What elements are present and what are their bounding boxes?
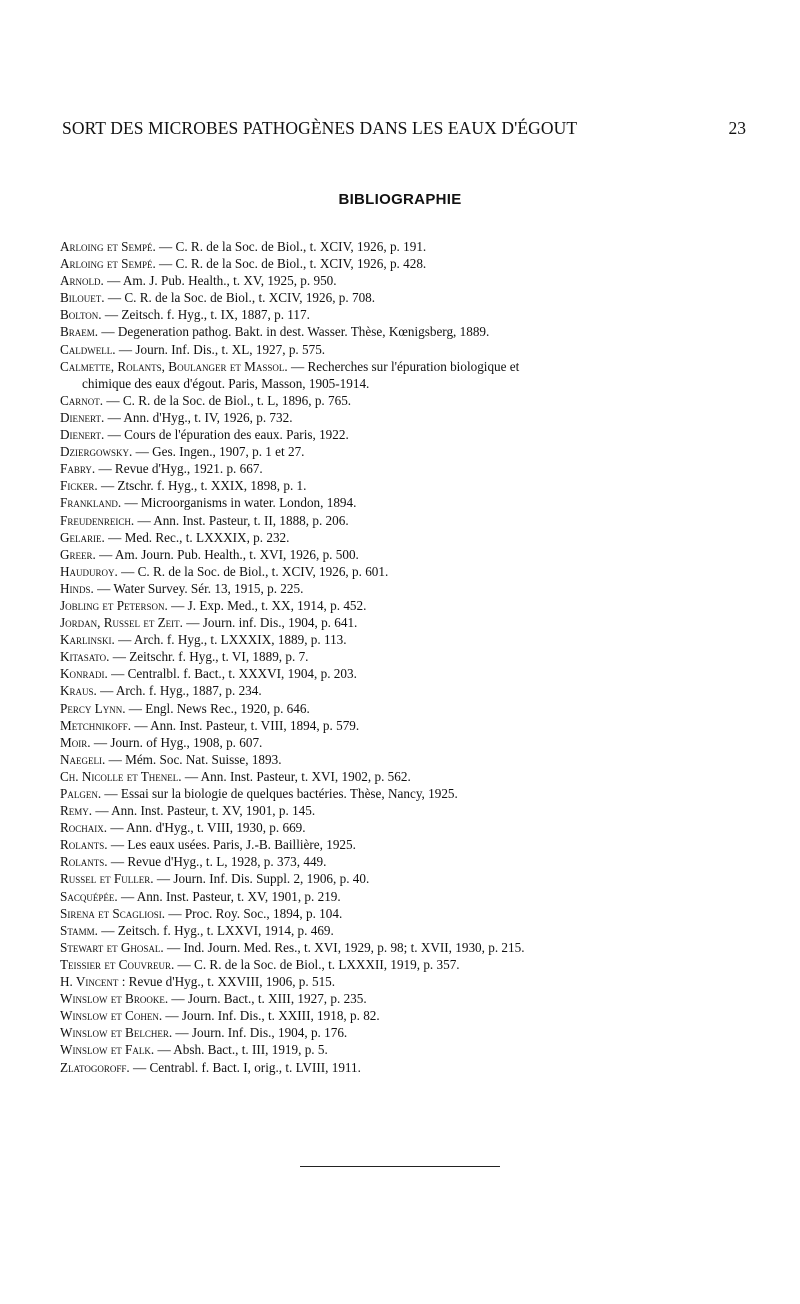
bibliography-entry	[60, 853, 776, 870]
entry-author: Rolants.	[60, 837, 108, 853]
bibliography-entry	[60, 597, 776, 614]
entry-author: Russel et Fuller.	[60, 871, 154, 887]
entry-author: Greer.	[60, 546, 96, 562]
entry-author: Calmette, Rolants, Boulanger et Massol.	[60, 358, 288, 374]
entry-citation: — Zeitschr. f. Hyg., t. VI, 1889, p. 7.	[109, 649, 309, 665]
bibliography-entry	[60, 512, 776, 529]
entry-author: Fabry.	[60, 461, 96, 477]
bibliography-entry	[60, 939, 776, 956]
entry-author: Arloing et Sempé.	[60, 239, 156, 254]
bibliography-entry	[60, 323, 776, 340]
entry-citation: — Ann. Inst. Pasteur, t. XV, 1901, p. 219.	[117, 888, 341, 904]
entry-author: Gelarie.	[60, 529, 105, 545]
bibliography-entry	[60, 426, 776, 443]
bibliography-entry	[60, 1007, 776, 1024]
entry-author: Caldwell.	[60, 341, 116, 357]
entry-citation: — Arch. f. Hyg., 1887, p. 234.	[96, 683, 262, 699]
entry-citation: — Ann. Inst. Pasteur, t. VIII, 1894, p. 579.	[131, 717, 360, 733]
entry-author: Percy Lynn.	[60, 700, 126, 716]
bibliography-entry	[60, 700, 776, 717]
entry-citation: — C. R. de la Soc. de Biol., t. LXXXII, 1919, p. 357.	[174, 956, 460, 972]
entry-citation: : Revue d'Hyg., t. XXVIII, 1906, p. 515.	[118, 974, 336, 990]
entry-citation: — Journ. Inf. Dis., t. XL, 1927, p. 575.	[115, 341, 326, 357]
entry-citation: — Ind. Journ. Med. Res., t. XVI, 1929, p. 98; t. XVII, 1930, p. 215.	[163, 939, 525, 955]
bibliography-entry	[60, 990, 776, 1007]
entry-citation: — C. R. de la Soc. de Biol., t. XCIV, 1926, p. 708.	[104, 290, 376, 306]
entry-citation: — Ges. Ingen., 1907, p. 1 et 27.	[132, 444, 305, 460]
entry-citation: — Revue d'Hyg., t. L, 1928, p. 373, 449.	[107, 854, 327, 870]
bibliography-entry	[60, 546, 776, 563]
entry-author: Naegeli.	[60, 751, 106, 767]
bibliography-entry	[60, 238, 776, 255]
entry-citation: — Centralbl. f. Bact., t. XXXVI, 1904, p. 203.	[107, 666, 357, 682]
entry-author: Sacquépée.	[60, 888, 118, 904]
bibliography-entry	[60, 1041, 776, 1058]
entry-author: Kitasato.	[60, 649, 110, 665]
bibliography-entry	[60, 460, 776, 477]
entry-citation: — Ann. Inst. Pasteur, t. XVI, 1902, p. 562.	[181, 768, 411, 784]
bibliography-entry	[60, 973, 776, 990]
bibliography-entry	[60, 529, 776, 546]
entry-citation: — C. R. de la Soc. de Biol., t. XCIV, 1926, p. 191.	[155, 239, 427, 254]
bibliography-entry	[60, 648, 776, 665]
entry-citation: — Les eaux usées. Paris, J.-B. Baillière, 1925.	[107, 837, 356, 853]
bibliography-entry	[60, 306, 776, 323]
bibliography-entry	[60, 802, 776, 819]
entry-author: Winslow et Belcher.	[60, 1025, 173, 1041]
bibliography-entry	[60, 682, 776, 699]
page-number: 23	[728, 118, 746, 138]
bibliography-entry	[60, 956, 776, 973]
entry-author: Stewart et Ghosal.	[60, 939, 164, 955]
entry-citation: — C. R. de la Soc. de Biol., t. XCIV, 1926, p. 428.	[155, 256, 427, 272]
entry-citation: — Journ. inf. Dis., 1904, p. 641.	[182, 615, 358, 631]
bibliography-entry	[60, 785, 776, 802]
entry-citation: — Essai sur la biologie de quelques bactéries. Thèse, Nancy, 1925.	[101, 786, 458, 801]
entry-continuation: chimique des eaux d'égout. Paris, Masson, 1905-1914.	[82, 375, 370, 391]
bibliography-entry	[60, 255, 776, 272]
entry-citation: — Mém. Soc. Nat. Suisse, 1893.	[105, 751, 282, 767]
bibliography-entry	[60, 905, 776, 922]
entry-author: Braem.	[60, 324, 99, 340]
bibliography-entry	[60, 888, 776, 905]
bibliography-entry	[60, 1024, 776, 1041]
entry-citation: — Journ. Inf. Dis., 1904, p. 176.	[172, 1025, 348, 1041]
entry-author: Ch. Nicolle et Thenel.	[60, 768, 182, 784]
entry-author: Winslow et Brooke.	[60, 991, 169, 1007]
bibliography-entry	[60, 272, 776, 289]
entry-author: H. Vincent	[60, 974, 119, 990]
entry-citation: — Zeitsch. f. Hyg., t. IX, 1887, p. 117.	[101, 307, 310, 323]
entry-author: Konradi.	[60, 666, 108, 682]
entry-author: Remy.	[60, 803, 93, 819]
entry-citation: — Revue d'Hyg., 1921. p. 667.	[95, 461, 263, 477]
entry-author: Teissier et Couvreur.	[60, 956, 175, 972]
bibliography-entry	[60, 836, 776, 853]
bibliography-entry	[60, 1059, 776, 1076]
bibliography-entry	[60, 409, 776, 426]
entry-author: Jordan, Russel et Zeit.	[60, 615, 183, 631]
entry-citation: — Cours de l'épuration des eaux. Paris, 1922.	[104, 427, 349, 443]
bibliography-entry	[60, 477, 776, 494]
bibliography-entry	[60, 734, 776, 751]
entry-citation: — Journ. Inf. Dis., t. XXIII, 1918, p. 82.	[162, 1008, 380, 1024]
entry-author: Dziergowsky.	[60, 444, 133, 460]
entry-author: Hauduroy.	[60, 563, 118, 579]
entry-citation: — J. Exp. Med., t. XX, 1914, p. 452.	[167, 597, 367, 613]
entry-author: Winslow et Falk.	[60, 1042, 155, 1058]
entry-author: Stamm.	[60, 922, 98, 938]
entry-citation: — Ann. d'Hyg., t. IV, 1926, p. 732.	[104, 409, 293, 425]
entry-citation: — Water Survey. Sér. 13, 1915, p. 225.	[93, 580, 304, 596]
entry-author: Ficker.	[60, 478, 98, 494]
entry-author: Sirena et Scagliosi.	[60, 905, 166, 921]
entry-author: Carnot.	[60, 392, 104, 408]
bibliography-entry	[60, 443, 776, 460]
entry-author: Bilouet.	[60, 290, 105, 306]
bibliography-entry	[60, 717, 776, 734]
bibliography-entry	[60, 580, 776, 597]
closing-rule	[300, 1166, 500, 1167]
section-title: BIBLIOGRAPHIE	[338, 191, 462, 208]
entry-author: Jobling et Peterson.	[60, 597, 168, 613]
entry-citation: — Centrabl. f. Bact. I, orig., t. LVIII, 1911.	[129, 1059, 361, 1075]
entry-citation: — Degeneration pathog. Bakt. in dest. Wasser. Thèse, Kœnigsberg, 1889.	[98, 324, 490, 340]
entry-citation: — Ann. d'Hyg., t. VIII, 1930, p. 669.	[107, 820, 306, 836]
page-header	[62, 118, 752, 146]
entry-author: Palgen.	[60, 786, 102, 801]
entry-citation: — Ann. Inst. Pasteur, t. XV, 1901, p. 145.	[92, 803, 316, 819]
bibliography-entry	[60, 614, 776, 631]
bibliography-entry	[60, 665, 776, 682]
entry-citation: — Journ. Bact., t. XIII, 1927, p. 235.	[168, 991, 367, 1007]
entry-author: Moir.	[60, 734, 91, 750]
entry-author: Dienert.	[60, 409, 105, 425]
entry-citation: — C. R. de la Soc. de Biol., t. XCIV, 1926, p. 601.	[117, 563, 389, 579]
bibliography-entry	[60, 922, 776, 939]
entry-author: Frankland.	[60, 495, 122, 511]
entry-citation: — C. R. de la Soc. de Biol., t. L, 1896, p. 765.	[103, 392, 352, 408]
bibliography-entry	[60, 768, 776, 785]
entry-author: Rolants.	[60, 854, 108, 870]
bibliography-entry	[60, 751, 776, 768]
entry-citation: — Ann. Inst. Pasteur, t. II, 1888, p. 206.	[134, 512, 349, 528]
bibliography-entry	[60, 819, 776, 836]
entry-citation: — Arch. f. Hyg., t. LXXXIX, 1889, p. 113.	[114, 632, 347, 648]
entry-citation: — Proc. Roy. Soc., 1894, p. 104.	[165, 905, 343, 921]
entry-citation: — Ztschr. f. Hyg., t. XXIX, 1898, p. 1.	[97, 478, 307, 494]
entry-author: Karlinski.	[60, 632, 115, 648]
entry-author: Kraus.	[60, 683, 97, 699]
entry-author: Bolton.	[60, 307, 102, 323]
bibliography-entry	[60, 289, 776, 306]
bibliography-entry	[60, 494, 776, 511]
entry-author: Winslow et Cohen.	[60, 1008, 163, 1024]
bibliography-entry	[60, 358, 776, 392]
entry-author: Arnold.	[60, 273, 104, 289]
running-title: SORT DES MICROBES PATHOGÈNES DANS LES EAUX D'ÉGOUT	[62, 118, 578, 138]
entry-citation: — Zeitsch. f. Hyg., t. LXXVI, 1914, p. 469.	[97, 922, 334, 938]
entry-citation: — Am. J. Pub. Health., t. XV, 1925, p. 950.	[103, 273, 337, 289]
entry-author: Metchnikoff.	[60, 717, 132, 733]
bibliography-entry	[60, 870, 776, 887]
entry-author: Arloing et Sempé.	[60, 256, 156, 272]
bibliography-entry	[60, 341, 776, 358]
entry-citation: — Journ. Inf. Dis. Suppl. 2, 1906, p. 40.	[153, 871, 370, 887]
bibliography-list	[60, 238, 776, 1076]
entry-author: Zlatogoroff.	[60, 1059, 130, 1075]
entry-author: Dienert.	[60, 427, 105, 443]
bibliography-entry	[60, 392, 776, 409]
entry-author: Freudenreich.	[60, 512, 135, 528]
entry-citation: — Engl. News Rec., 1920, p. 646.	[125, 700, 310, 716]
bibliography-entry	[60, 631, 776, 648]
entry-citation: — Journ. of Hyg., 1908, p. 607.	[90, 734, 263, 750]
bibliography-entry	[60, 563, 776, 580]
entry-citation: — Recherches sur l'épuration biologique et	[287, 358, 520, 374]
entry-citation: — Absh. Bact., t. III, 1919, p. 5.	[154, 1042, 328, 1058]
entry-citation: — Microorganisms in water. London, 1894.	[121, 495, 357, 511]
entry-citation: — Am. Journ. Pub. Health., t. XVI, 1926, p. 500.	[95, 546, 359, 562]
entry-citation: — Med. Rec., t. LXXXIX, p. 232.	[104, 529, 290, 545]
entry-author: Rochaix.	[60, 820, 108, 836]
entry-author: Hinds.	[60, 580, 94, 596]
